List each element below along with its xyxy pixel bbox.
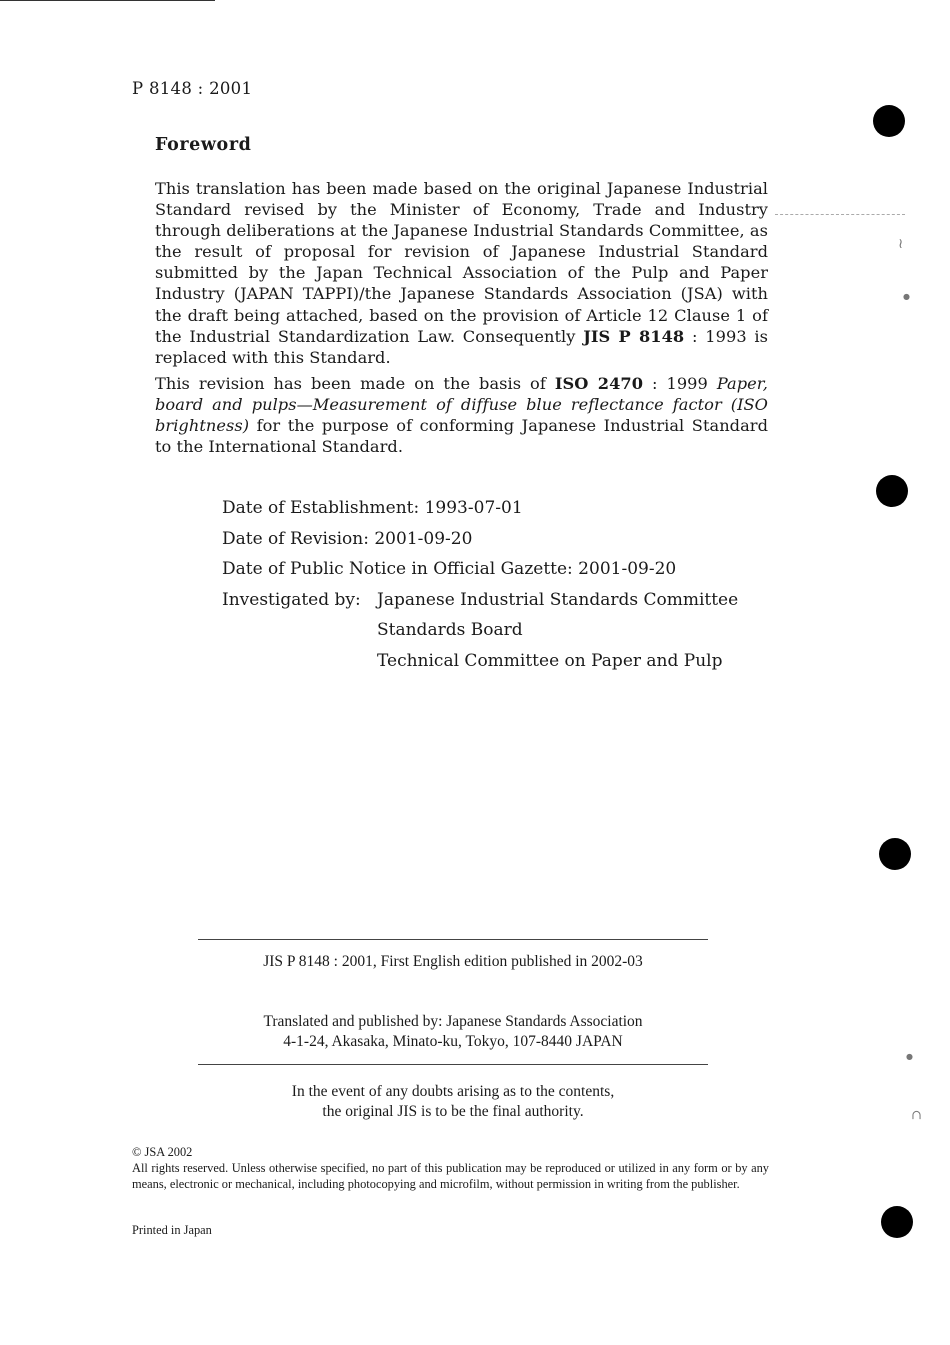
authority-line-2: the original JIS is to be the final authority. bbox=[322, 1103, 584, 1120]
text-run: for the purpose of conforming Japanese Industrial Standard to the International Standard. bbox=[155, 416, 768, 457]
scan-speck-3: ● bbox=[906, 1052, 913, 1061]
foreword-heading: Foreword bbox=[155, 135, 252, 155]
bold-reference: JIS P 8148 bbox=[583, 326, 685, 346]
punch-hole-1 bbox=[873, 105, 905, 137]
copyright-notice: © JSA 2002 bbox=[132, 1145, 193, 1159]
investigated-by-committee: Japanese Industrial Standards Committee bbox=[377, 589, 739, 610]
punch-hole-4 bbox=[881, 1206, 913, 1238]
investigated-by-board: Standards Board bbox=[377, 620, 523, 640]
divider-rule-bottom bbox=[198, 1064, 708, 1065]
punch-hole-2 bbox=[876, 475, 908, 507]
investigated-by-row bbox=[222, 588, 738, 619]
scan-speck-1: ≀ bbox=[898, 236, 904, 252]
printed-in-note: Printed in Japan bbox=[132, 1223, 212, 1237]
scan-speck-4: ∩ bbox=[911, 1108, 922, 1123]
dates-block bbox=[222, 496, 738, 679]
publisher-line: Translated and published by: Japanese Standards Association bbox=[263, 1013, 643, 1030]
publisher-address: 4-1-24, Akasaka, Minato-ku, Tokyo, 107-8440 JAPAN bbox=[283, 1033, 623, 1050]
date-of-public-notice: Date of Public Notice in Official Gazette: 2001-09-20 bbox=[222, 559, 677, 579]
investigated-by-label: Investigated by: bbox=[222, 589, 361, 610]
italic-title: Paper, board and pulps—Measurement of diffuse blue reflectance factor (ISO brightness) bbox=[155, 374, 768, 436]
investigated-by-technical-committee: Technical Committee on Paper and Pulp bbox=[377, 650, 723, 671]
date-of-establishment: Date of Establishment: 1993-07-01 bbox=[222, 498, 523, 518]
edition-line: JIS P 8148 : 2001, First English edition published in 2002-03 bbox=[263, 953, 643, 970]
foreword-paragraph-2 bbox=[155, 373, 768, 457]
text-run: : 1993 is replaced with this Standard. bbox=[155, 326, 769, 367]
punch-hole-3 bbox=[879, 838, 911, 870]
text-run: This revision has been made on the basis of bbox=[155, 374, 555, 393]
foreword-paragraph-1 bbox=[155, 178, 768, 368]
bold-reference: ISO 2470 bbox=[554, 374, 644, 393]
authority-line-1: In the event of any doubts arising as to the contents, bbox=[291, 1083, 615, 1100]
scan-dash-mark bbox=[775, 214, 905, 215]
divider-rule-top bbox=[198, 939, 708, 940]
rights-statement: All rights reserved. Unless otherwise specified, no part of this publication may be reproduced or utilized in any form or by any means, electronic or mechanical, including photocopying and microfilm, without permission in writing from the publisher. bbox=[132, 1161, 769, 1191]
scan-top-line bbox=[0, 0, 215, 1]
page-identifier: P 8148 : 2001 bbox=[132, 79, 253, 98]
text-run: : 1999 bbox=[643, 374, 717, 393]
scan-speck-2: ● bbox=[903, 292, 910, 301]
text-run: This translation has been made based on the original Japanese Industrial Standard revised by the Minister of Economy, Trade and Industry through deliberations at the Japanese Industrial Standards Committee, as the result of proposal for revision of Japanese Industrial Standard submitted by the Japan Technical Association of the Pulp and Paper Industry (JAPAN TAPPI)/the Japanese Standards Association (JSA) with the draft being attached, based on the provision of Article 12 Clause 1 of the Industrial Standardization Law. Consequently bbox=[155, 179, 768, 346]
publisher-block bbox=[198, 1012, 708, 1052]
date-of-revision: Date of Revision: 2001-09-20 bbox=[222, 528, 473, 549]
authority-notice bbox=[198, 1082, 708, 1122]
